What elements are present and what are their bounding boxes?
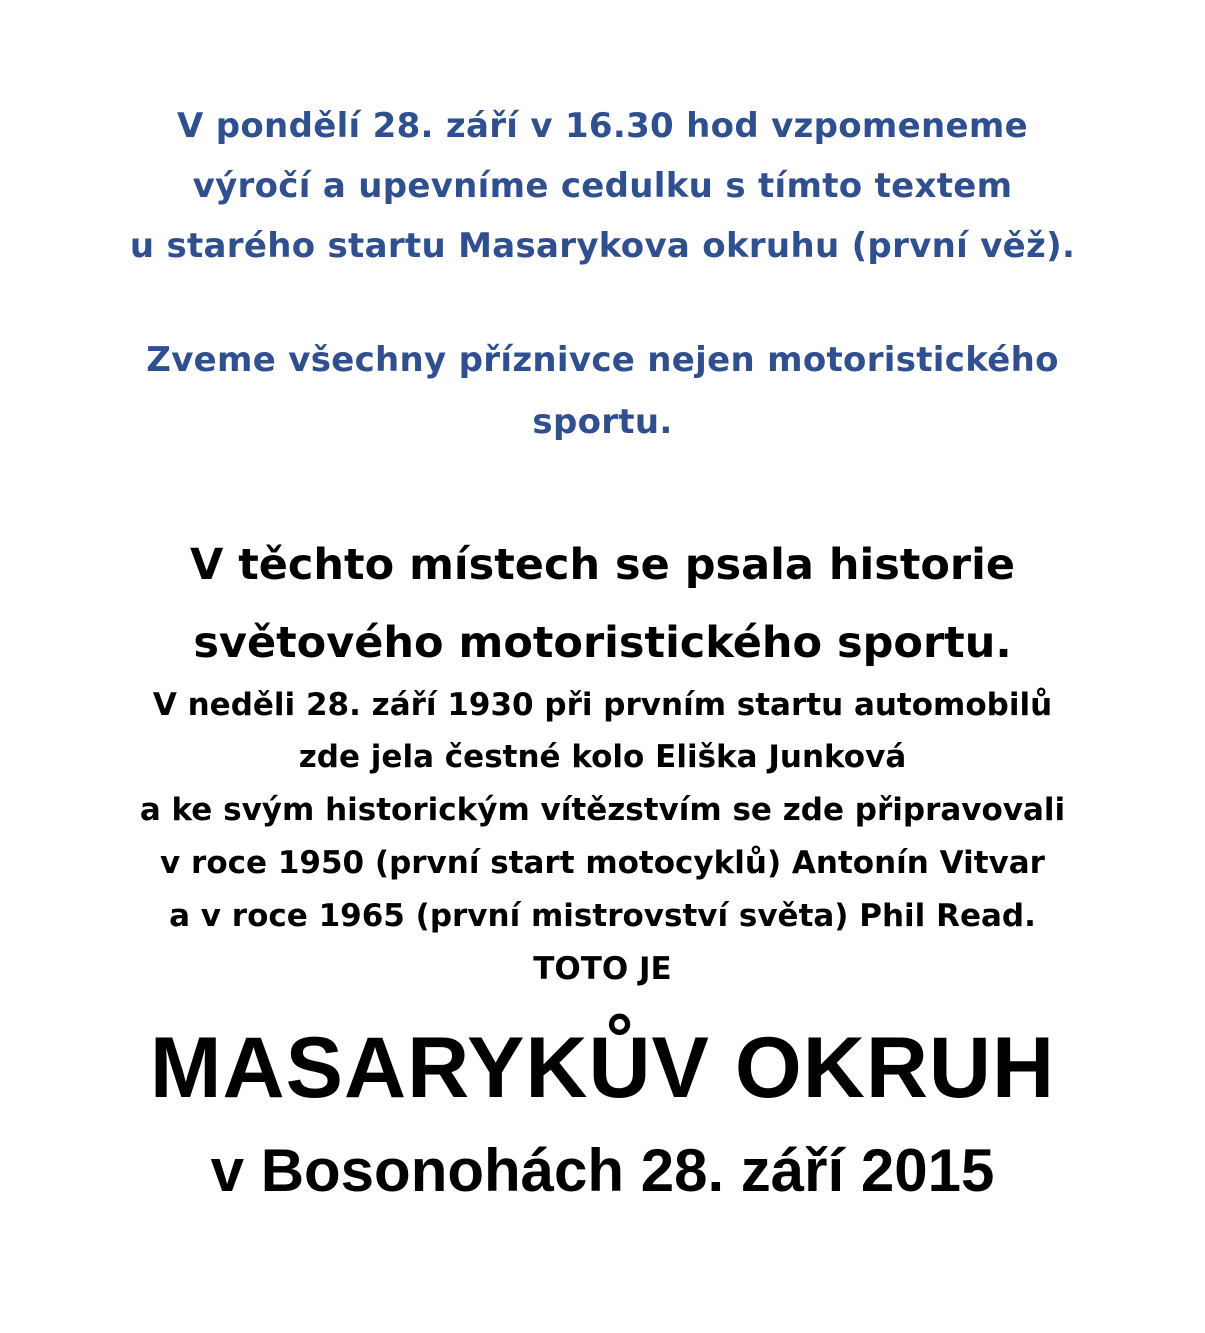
plaque-body-line: TOTO JE (533, 951, 672, 987)
plaque-body-line: a v roce 1965 (první mistrovství světa) Phil Read. (169, 898, 1036, 934)
plaque-heading-line: světového motoristického sportu. (193, 618, 1012, 668)
place-date-line: v Bosonohách 28. září 2015 (210, 1137, 995, 1204)
plaque-body-line: a ke svým historickým vítězstvím se zde připravovali (139, 792, 1066, 828)
plaque-body-line: V neděli 28. září 1930 při prvním startu automobilů (152, 687, 1053, 723)
invitation-line: Zveme všechny příznivce nejen motoristického (146, 340, 1059, 380)
circuit-name-title: MASARYKŮV OKRUH (149, 1020, 1056, 1116)
invitation-line: V pondělí 28. září v 16.30 hod vzpomeneme (177, 106, 1028, 146)
invitation-line: u starého startu Masarykova okruhu (první věž). (129, 226, 1076, 266)
plaque-body-line: v roce 1950 (první start motocyklů) Antonín Vitvar (160, 845, 1045, 881)
plaque-heading-line: V těchto místech se psala historie (189, 540, 1016, 590)
invitation-line: výročí a upevníme cedulku s tímto textem (192, 166, 1013, 206)
invitation-line: sportu. (532, 402, 673, 442)
plaque-body-line: zde jela čestné kolo Eliška Junková (298, 739, 907, 775)
